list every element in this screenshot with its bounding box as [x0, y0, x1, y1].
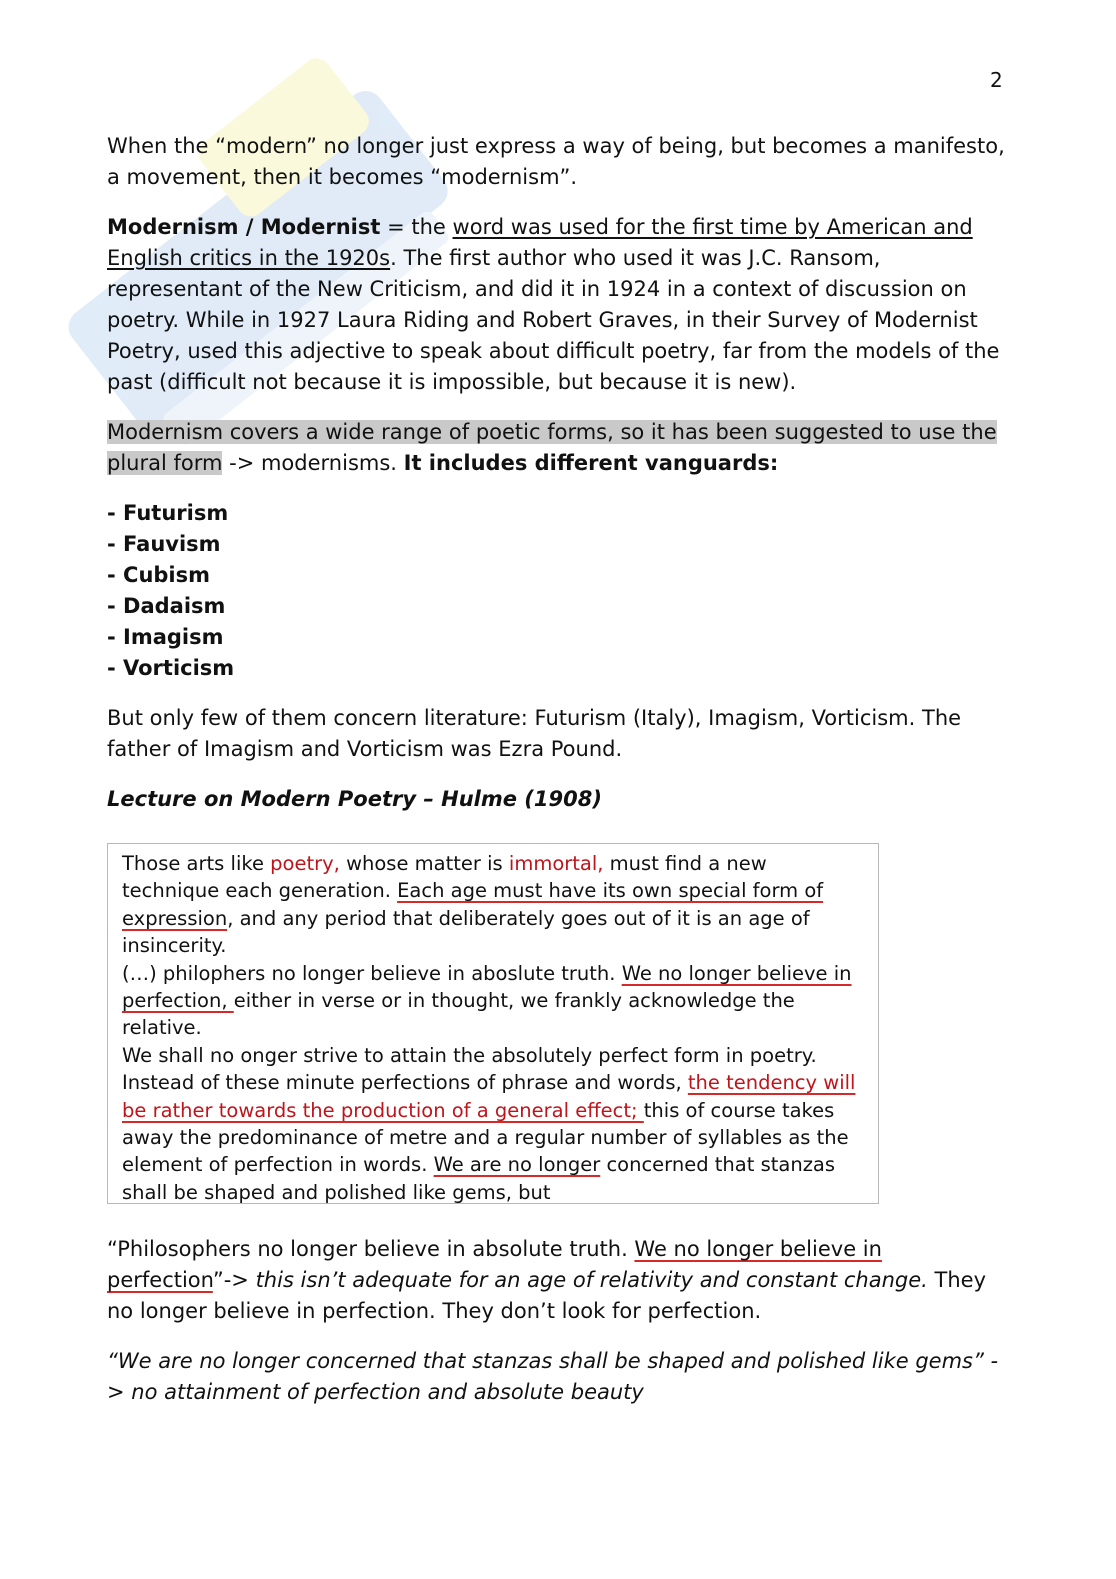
intro-paragraph: When the “modern” no longer just express a way of being, but becomes a manifesto, a movement, then it becomes “modernism”. — [107, 134, 1005, 189]
philosophers-paragraph: “Philosophers no longer believe in absolute truth. We no longer believe in perfection”-> this isn’t adequate for an age of relativity and constant change. They no longer believe in perfection. They don’t look for perfection. — [107, 1237, 987, 1323]
vanguards-list — [107, 498, 1007, 684]
lecture-title: Lecture on Modern Poetry – Hulme (1908) — [107, 787, 602, 811]
quote-box: Those arts like poetry, whose matter is immortal, must find a new technique each generation. Each age must have its own special form of expression, and any period that deliberately goes out of it is an age of insincerity. (…) philophers no longer believe in aboslute truth. We no longer believe in perfection, either in verse or in thought, we frankly acknowledge the relative. We shall no onger strive to attain the absolutely perfect form in poetry. Instead of these minute perfections of phrase and words, the tendency will be rather towards the production of a general effect; this of course takes away the predominance of metre and a regular number of syllables as the element of perfection in words. We are no longer concerned that stanzas shall be shaped and polished like gems, but — [107, 843, 879, 1204]
list-item: - Vorticism — [107, 656, 235, 680]
list-item: - Cubism — [107, 563, 211, 587]
list-item: - Fauvism — [107, 532, 221, 556]
definition-term: Modernism / Modernist — [107, 215, 381, 239]
stanzas-note: “We are no longer concerned that stanzas shall be shaped and polished like gems” -> no attainment of perfection and absolute beauty — [107, 1349, 999, 1404]
literature-paragraph: But only few of them concern literature: Futurism (Italy), Imagism, Vorticism. The father of Imagism and Vorticism was Ezra Pound. — [107, 706, 962, 761]
list-item: - Dadaism — [107, 594, 226, 618]
covers-paragraph: Modernism covers a wide range of poetic forms, so it has been suggested to use the plural form -> modernisms. It includes different vanguards: — [107, 420, 997, 475]
highlighted-text: Modernism covers a wide range of poetic forms, so it has been suggested to use the plural form — [107, 420, 997, 475]
page-number: 2 — [990, 68, 1003, 92]
list-item: - Imagism — [107, 625, 224, 649]
definition-underlined: word was used for the first time by American and English critics in the 1920s — [107, 215, 973, 270]
definition-paragraph: Modernism / Modernist = the word was used for the first time by American and English critics in the 1920s. The first author who used it was J.C. Ransom, representant of the New Criticism, and did it in 1924 in a context of discussion on poetry. While in 1927 Laura Riding and Robert Graves, in their Survey of Modernist Poetry, used this adjective to speak about difficult poetry, far from the models of the past (difficult not because it is impossible, but because it is new). — [107, 215, 1000, 394]
list-item: - Futurism — [107, 501, 229, 525]
document-body — [107, 131, 1007, 1408]
